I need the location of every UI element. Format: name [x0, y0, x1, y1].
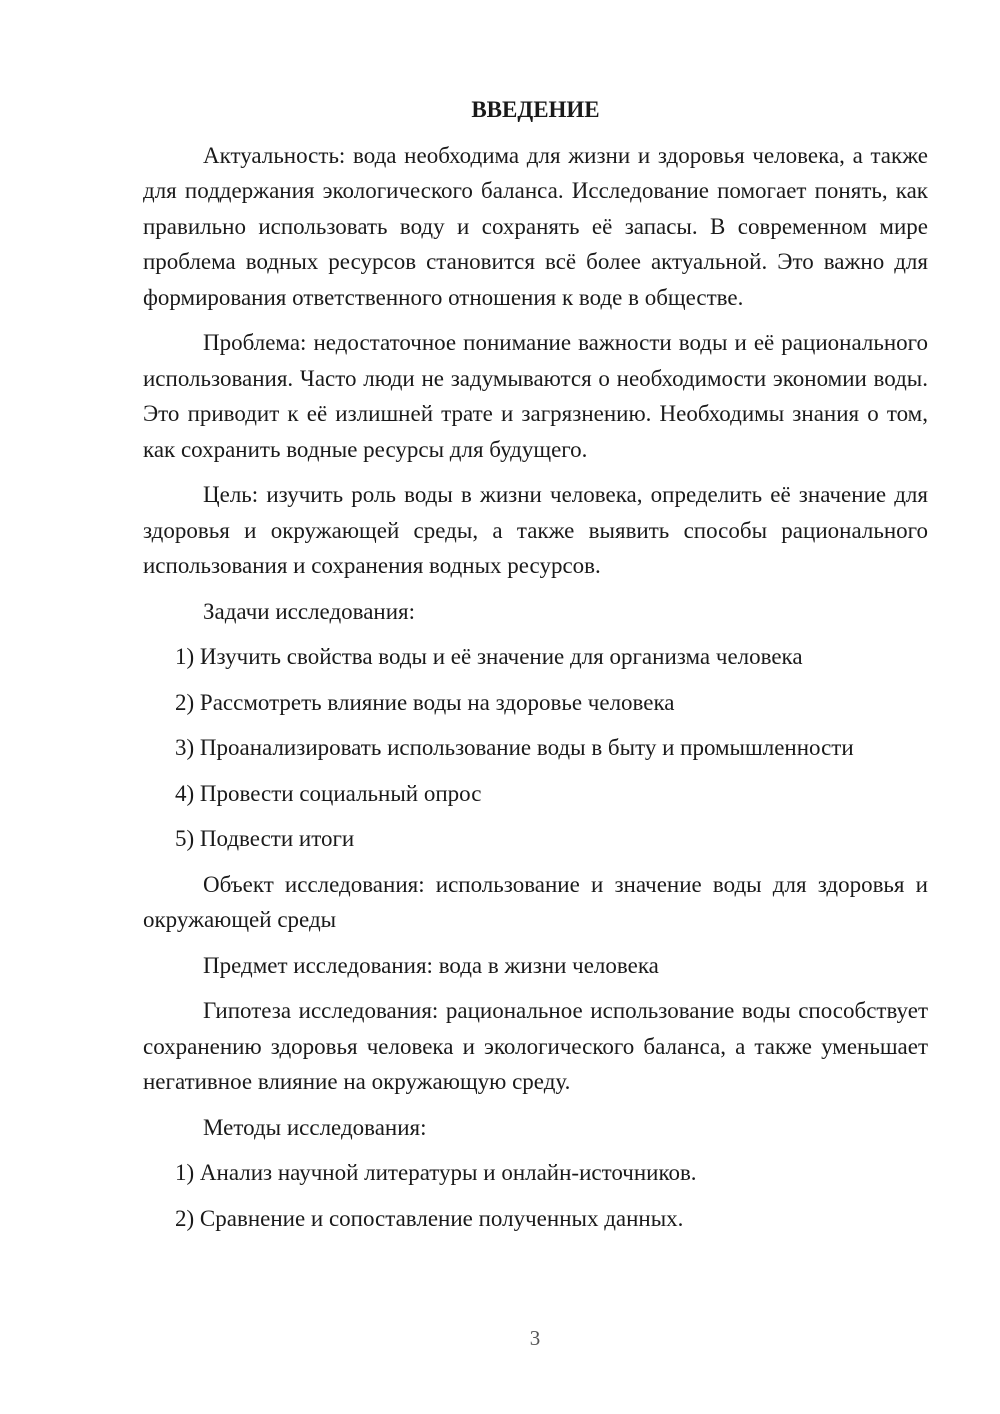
task-item: 5) Подвести итоги [175, 826, 355, 851]
methods-heading: Методы исследования: [203, 1114, 427, 1140]
document-page [143, 92, 928, 1246]
task-item: 2) Рассмотреть влияние воды на здоровье человека [175, 689, 675, 715]
page-number: 3 [529, 1326, 541, 1350]
method-item: 1) Анализ научной литературы и онлайн-источников. [175, 1160, 697, 1185]
method-item: 2) Сравнение и сопоставление полученных данных. [175, 1205, 684, 1231]
task-item: 4) Провести социальный опрос [175, 780, 482, 806]
object-paragraph: Объект исследования: использование и значение воды для здоровья и окружающей среды [143, 871, 928, 932]
task-item: 3) Проанализировать использование воды в быту и промышленности [175, 735, 854, 760]
section-title: ВВЕДЕНИЕ [471, 97, 600, 122]
tasks-heading: Задачи исследования: [203, 598, 416, 624]
goal-paragraph: Цель: изучить роль воды в жизни человека, определить её значение для здоровья и окружающей среды, а также выявить способы рационального использования и сохранения водных ресурсов. [143, 482, 928, 578]
problem-paragraph: Проблема: недостаточное понимание важности воды и её рационального использования. Часто люди не задумываются о необходимости экономии воды. Это приводит к её излишней трате и загрязнению. Необходимы знания о том, как сохранить водные ресурсы для будущего. [143, 330, 928, 462]
hypothesis-paragraph: Гипотеза исследования: рациональное использование воды способствует сохранению здоровья человека и экологического баланса, а также уменьшает негативное влияние на окружающую среду. [143, 998, 928, 1094]
methods-list [143, 1155, 928, 1236]
subject-paragraph: Предмет исследования: вода в жизни человека [203, 952, 659, 978]
task-item: 1) Изучить свойства воды и её значение для организма человека [175, 644, 803, 669]
tasks-list [143, 639, 928, 857]
relevance-paragraph: Актуальность: вода необходима для жизни и здоровья человека, а также для поддержания экологического баланса. Исследование помогает понять, как правильно использовать воду и сохранять её запасы. В современном мире проблема водных ресурсов становится всё более актуальной. Это важно для формирования ответственного отношения к воде в обществе. [143, 142, 928, 310]
